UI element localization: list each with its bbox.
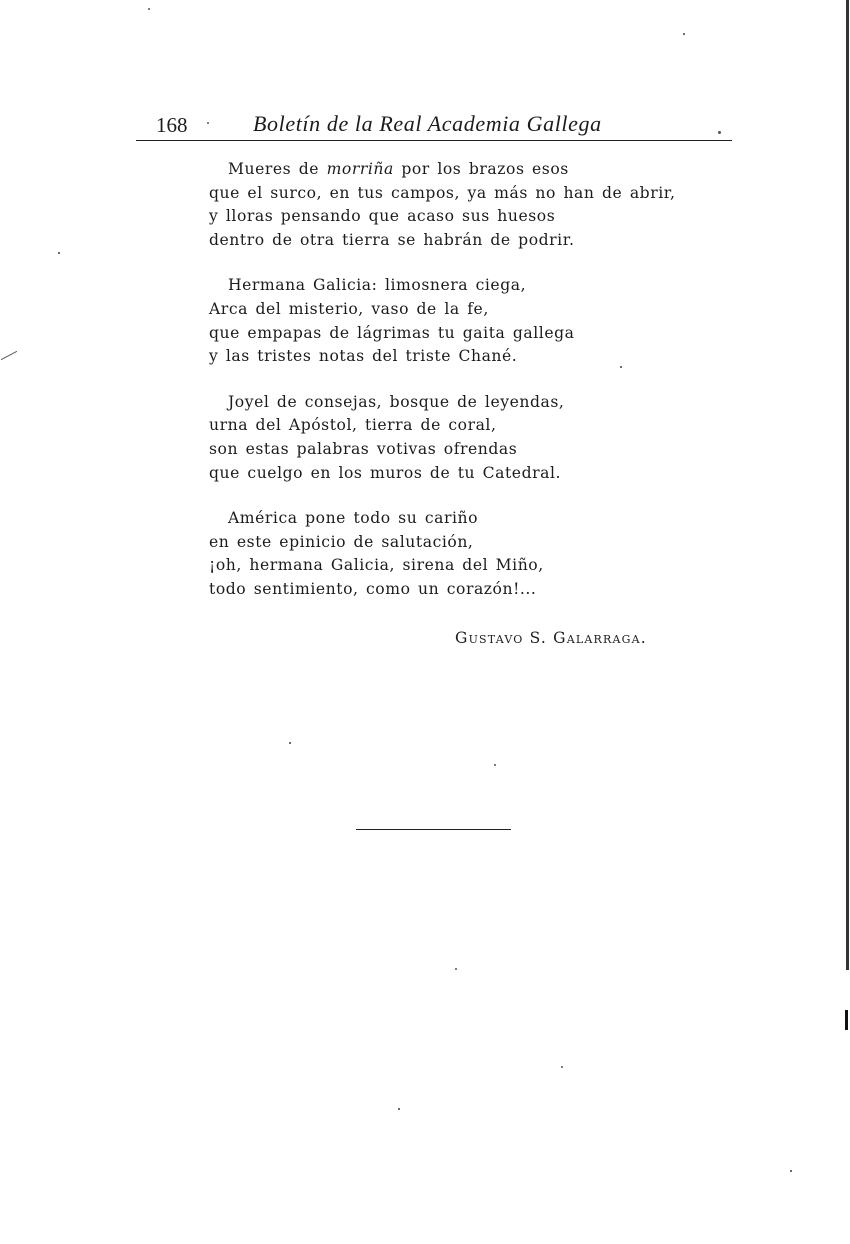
running-title: Boletín de la Real Academia Gallega	[253, 111, 602, 136]
scan-speck	[148, 8, 150, 10]
running-header	[136, 108, 732, 141]
poem-line: Mueres de morriña por los brazos esos	[228, 160, 569, 178]
scan-speck	[207, 122, 209, 124]
poem-line: que el surco, en tus campos, ya más no han de abrir,	[209, 183, 676, 202]
poem-line: dentro de otra tierra se habrán de podrir.	[209, 230, 575, 249]
scan-speck	[398, 1108, 400, 1110]
scan-speck	[790, 1170, 792, 1172]
scan-speck	[620, 366, 622, 368]
stanza	[209, 391, 679, 485]
poem-line: son estas palabras votivas ofrendas	[209, 439, 518, 458]
poem-line: que cuelgo en los muros de tu Catedral.	[209, 463, 562, 482]
poem-line: urna del Apóstol, tierra de coral,	[209, 416, 497, 435]
italic-word: morriña	[326, 160, 394, 178]
poem	[209, 158, 679, 624]
scan-speck	[718, 131, 721, 134]
poem-line: y lloras pensando que acaso sus huesos	[209, 207, 556, 226]
binding-edge-mark	[845, 1010, 848, 1030]
scan-speck	[289, 742, 291, 744]
poem-line: y las tristes notas del triste Chané.	[209, 347, 518, 366]
poem-line: en este epinicio de salutación,	[209, 532, 474, 551]
poem-line: todo sentimiento, como un corazón!...	[209, 579, 537, 598]
stanza	[209, 507, 679, 601]
scan-speck	[494, 764, 496, 766]
scan-speck	[561, 1066, 563, 1068]
scan-speck	[683, 33, 685, 35]
binding-edge-mark	[846, 0, 849, 970]
stanza	[209, 274, 679, 368]
poem-line: Arca del misterio, vaso de la fe,	[209, 299, 489, 318]
poem-line: Hermana Galicia: limosnera ciega,	[228, 276, 527, 295]
scan-speck	[58, 252, 60, 254]
poem-line: que empapas de lágrimas tu gaita gallega	[209, 323, 575, 342]
poem-line: Joyel de consejas, bosque de leyendas,	[228, 392, 565, 411]
page-number: 168	[156, 113, 188, 137]
scan-speck	[455, 968, 457, 970]
poem-line: América pone todo su cariño	[228, 509, 479, 528]
scan-scratch-mark	[1, 351, 17, 360]
author-signature: Gustavo S. Galarraga.	[455, 629, 647, 647]
section-end-rule	[356, 829, 511, 830]
poem-line: ¡oh, hermana Galicia, sirena del Miño,	[209, 556, 544, 575]
stanza	[209, 158, 679, 252]
